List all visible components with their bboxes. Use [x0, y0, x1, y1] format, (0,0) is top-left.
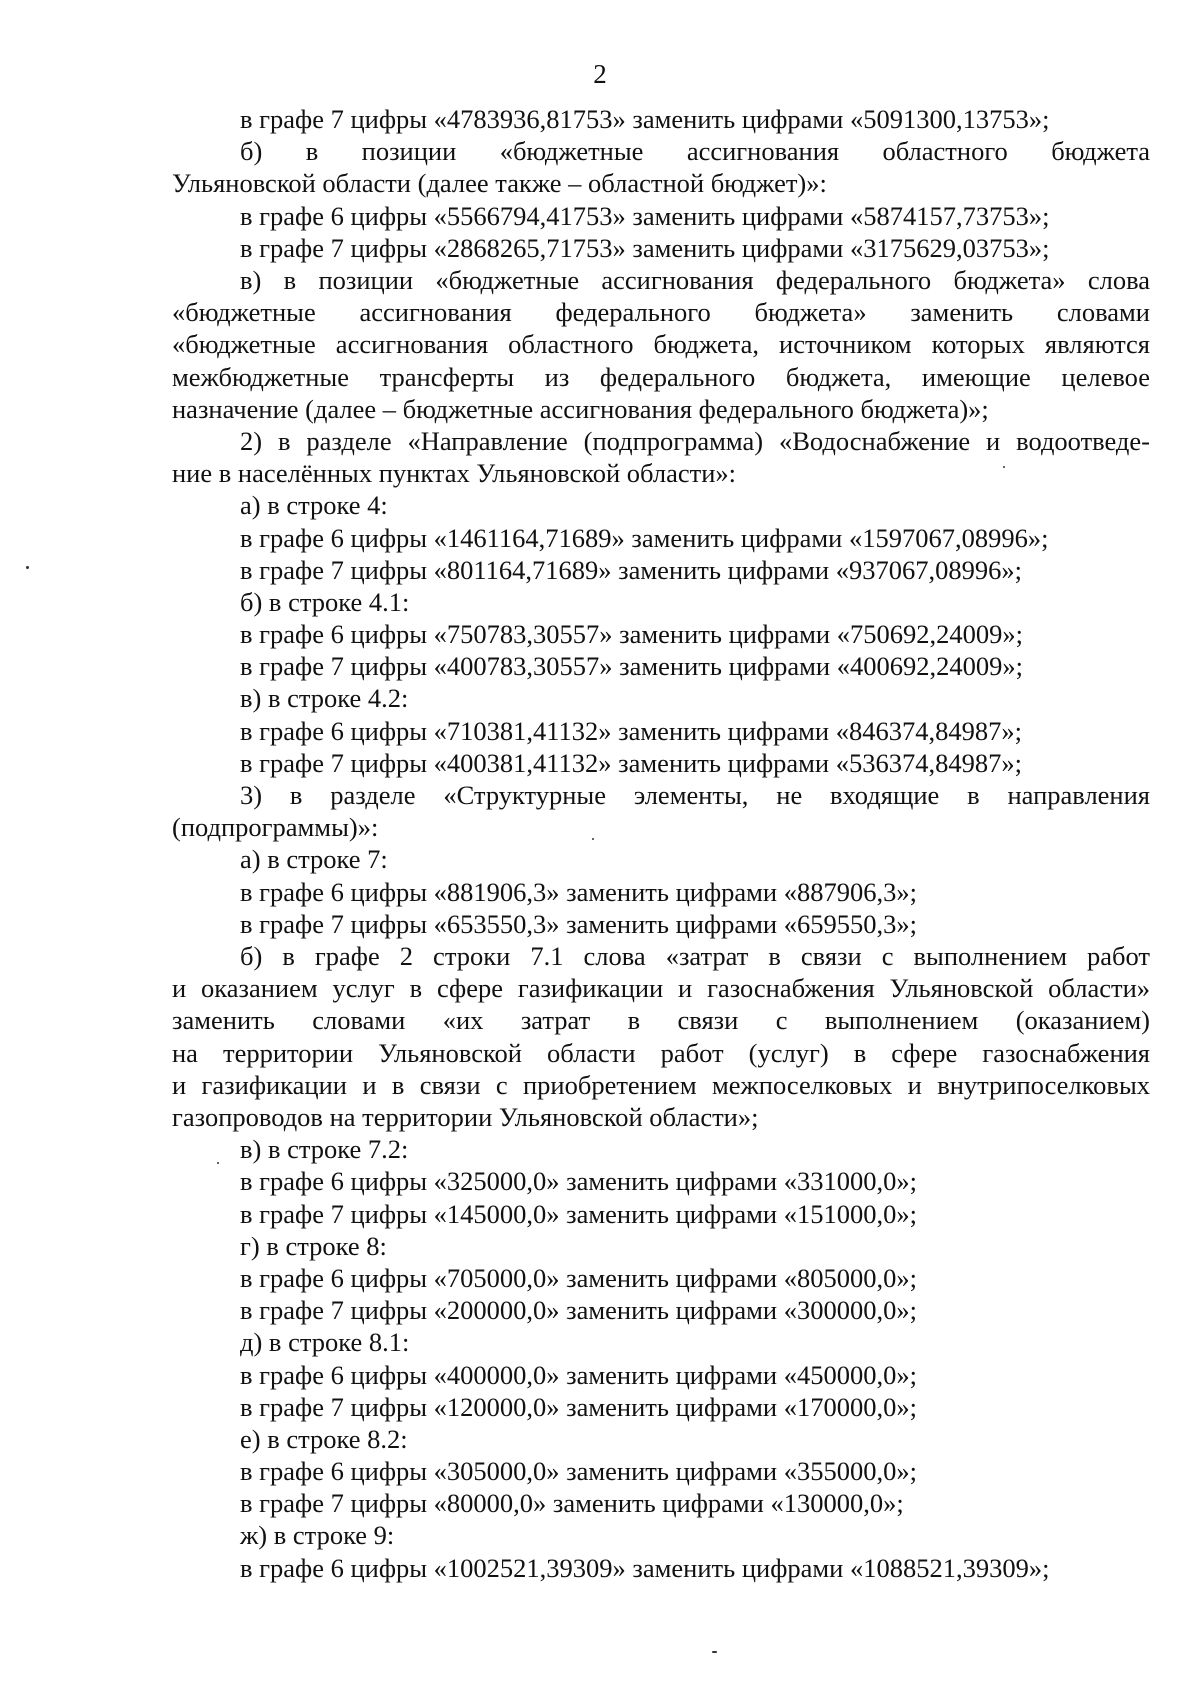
- text-line: в графе 6 цифры «305000,0» заменить цифрами «355000,0»;: [240, 1456, 917, 1487]
- text-line: е) в строке 8.2:: [240, 1423, 408, 1454]
- text-line: Ульяновской области (далее также – областной бюджет)»:: [172, 168, 827, 199]
- text-line: в графе 6 цифры «400000,0» заменить цифрами «450000,0»;: [240, 1359, 917, 1390]
- text-line: в графе 7 цифры «4783936,81753» заменить цифрами «5091300,13753»;: [240, 104, 1050, 134]
- text-line: в графе 7 цифры «801164,71689» заменить цифрами «937067,08996»;: [240, 554, 1022, 585]
- text-line: назначение (далее – бюджетные ассигнования федерального бюджета)»;: [172, 393, 989, 424]
- text-line: в графе 7 цифры «2868265,71753» заменить цифрами «3175629,03753»;: [240, 232, 1050, 263]
- text-line: в графе 6 цифры «710381,41132» заменить цифрами «846374,84987»;: [240, 715, 1022, 746]
- text-line: б) в графе 2 строки 7.1 слова «затрат в связи с выполнением работ: [240, 940, 1150, 971]
- scan-speck: [592, 838, 594, 840]
- text-line: в графе 6 цифры «5566794,41753» заменить цифрами «5874157,73753»;: [240, 200, 1050, 231]
- text-line: в графе 6 цифры «1002521,39309» заменить цифрами «1088521,39309»;: [240, 1552, 1050, 1583]
- text-line: в графе 7 цифры «200000,0» заменить цифрами «300000,0»;: [240, 1295, 917, 1326]
- text-line: в) в строке 4.2:: [240, 683, 409, 714]
- text-line: в графе 7 цифры «120000,0» заменить цифрами «170000,0»;: [240, 1391, 917, 1422]
- text-line: (подпрограммы)»:: [172, 812, 379, 843]
- text-line: ж) в строке 9:: [240, 1520, 395, 1551]
- text-line: г) в строке 8:: [240, 1230, 387, 1261]
- scan-speck: [26, 566, 29, 569]
- text-line: в графе 6 цифры «325000,0» заменить цифрами «331000,0»;: [240, 1166, 917, 1197]
- text-line: 3) в разделе «Структурные элементы, не входящие в направления: [240, 780, 1150, 811]
- text-line: б) в строке 4.1:: [240, 586, 410, 617]
- text-line: в графе 7 цифры «80000,0» заменить цифрами «130000,0»;: [240, 1488, 904, 1519]
- text-line: в графе 7 цифры «653550,3» заменить цифрами «659550,3»;: [240, 908, 917, 939]
- text-line: на территории Ульяновской области работ (услуг) в сфере газоснабжения: [172, 1037, 1150, 1068]
- text-line: в графе 7 цифры «145000,0» заменить цифрами «151000,0»;: [240, 1198, 917, 1229]
- text-line: и оказанием услуг в сфере газификации и газоснабжения Ульяновской области»: [172, 973, 1150, 1004]
- text-line: в графе 6 цифры «750783,30557» заменить цифрами «750692,24009»;: [240, 619, 1023, 650]
- text-line: в графе 7 цифры «400381,41132» заменить цифрами «536374,84987»;: [240, 747, 1022, 778]
- text-line: а) в строке 7:: [240, 844, 388, 875]
- text-line: и газификации и в связи с приобретением межпоселковых и внутрипоселковых: [172, 1069, 1150, 1100]
- text-line: б) в позиции «бюджетные ассигнования областного бюджета: [240, 136, 1150, 167]
- text-line: в) в строке 7.2:: [240, 1134, 409, 1165]
- scan-speck: [712, 1651, 717, 1653]
- text-line: в графе 6 цифры «881906,3» заменить цифрами «887906,3»;: [240, 876, 917, 907]
- document-body: [172, 103, 1150, 1584]
- text-line: в графе 6 цифры «705000,0» заменить цифрами «805000,0»;: [240, 1262, 917, 1293]
- page-number: 2: [593, 59, 607, 89]
- text-line: в графе 6 цифры «1461164,71689» заменить цифрами «1597067,08996»;: [240, 522, 1049, 553]
- text-line: в) в позиции «бюджетные ассигнования федерального бюджета» слова: [240, 264, 1150, 295]
- text-line: д) в строке 8.1:: [240, 1327, 410, 1358]
- text-line: 2) в разделе «Направление (подпрограмма) «Водоснабжение и водоотведе-: [240, 425, 1150, 456]
- text-line: в графе 7 цифры «400783,30557» заменить цифрами «400692,24009»;: [240, 651, 1023, 682]
- text-line: а) в строке 4:: [240, 490, 388, 521]
- scan-speck: [1003, 466, 1005, 468]
- text-line: «бюджетные ассигнования областного бюджета, источником которых являются: [172, 329, 1150, 360]
- text-line: ние в населённых пунктах Ульяновской области»:: [172, 458, 736, 489]
- scan-speck: [217, 1162, 219, 1164]
- text-line: заменить словами «их затрат в связи с выполнением (оказанием): [172, 1005, 1150, 1036]
- text-line: газопроводов на территории Ульяновской области»;: [172, 1102, 759, 1132]
- text-line: межбюджетные трансферты из федерального бюджета, имеющие целевое: [172, 361, 1150, 392]
- text-line: «бюджетные ассигнования федерального бюджета» заменить словами: [172, 297, 1150, 328]
